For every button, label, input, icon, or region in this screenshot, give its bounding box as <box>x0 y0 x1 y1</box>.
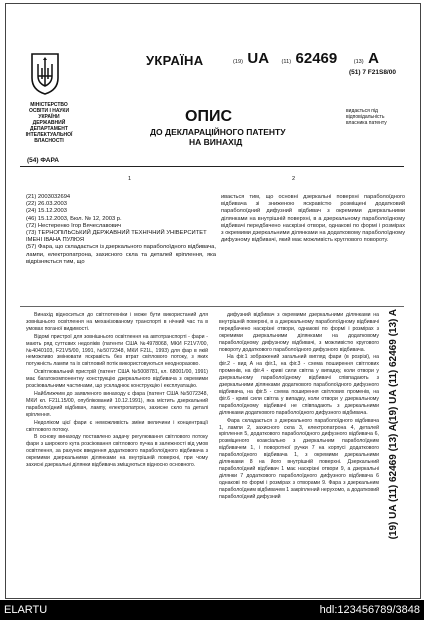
body-left-paragraph: Відомі пристрої для зовнішнього освітлення на автотранспорті - фари - мають ряд суттєвих недоліків (патенти США №4978068, МКИ F21V7/00, №4040103, F21V5/00, 1991, №5072348, МКИ F21L, 1993) для фар в якій неможливо змінювати яскравість без втрат світлового потоку, з яких потужність лампи та іх світловий потік використовуються неодноразово. <box>26 333 208 368</box>
footer-left-label: ELARTU <box>4 604 48 616</box>
body-left-paragraph: Найближчим до заявленого винаходу є фара (патент США №5072348, МКИ кл. F21L15/00, опублікований 10.12.1991), яка містить дзеркальний параболоїдний відбивач, лампу, електропатрон, захисне скло та деталі кріплення. <box>26 390 208 418</box>
kind-code: A <box>368 50 379 67</box>
code-11-label: (11) <box>281 59 292 65</box>
biblio-72: (72) Нестеренко Ігор Вячеславович <box>26 222 122 229</box>
body-right-paragraph: Фара складається з дзеркального параболоїдного відбивача 1, лампи 2, захисного скла 3, електропатрона 4, деталей кріплення 5, додаткового параболоїдного дифузного відбивача 6, розміщеного коаксіально з дзеркальним параболоїдним відбивачем 1, і поворотної ручки 7 на корпусі додаткового параболоїдного відбивача 1, з окремими дзеркальними ділянками 8 на його внутрішній поверхні. Дзеркальний параболоїдний відбивач 1 має наскрізні отвори 9, а дзеркальні ділянки 7 додаткового параболоїдного дифузного відбивача 6 однакові по формі і розмірах з отворами 9. Фара з дзеркальним параболоїдним відбивачем 1 закріплений нерухомо, а додатковий параболоїдний дифузний <box>219 417 379 500</box>
doc-subtitle-1: ДО ДЕКЛАРАЦІЙНОГО ПАТЕНТУ <box>150 127 286 137</box>
side-code-bottom: (19) UA (11) 62469 (13) A <box>388 424 399 540</box>
code-13-label: (13) <box>353 59 364 65</box>
biblio-22: (22) 26.03.2003 <box>26 201 67 208</box>
body-left-paragraph: Винахід відноситься до світлотехніки і може бути використаний для зовнішнього освітлення на механізованому транспорті в нічний час та в умовах поганої видимості. <box>26 312 208 332</box>
section-divider <box>20 306 404 307</box>
doc-subtitle-2: НА ВИНАХІД <box>189 137 243 147</box>
ipc-code: (51) 7 F21S8/00 <box>349 69 396 76</box>
body-left-paragraph: В основу винаходу поставлено задачу регулювання світлового потоку фари з широкого кута розсіювання світлового пучка в залежності від умов освітлення, за рахунок введення додаткового параболоїдного відбивача з окремими дзеркальними ділянками на внутрішній поверхні, при чому захисні дзеркальні ділянки відбивача зміщуються відносно основного. <box>26 434 208 469</box>
code-19-label: (19) <box>233 59 243 65</box>
body-right-paragraph: дифузний відбивач з окремими дзеркальними ділянками на внутрішній поверхні, в а дзеркальному параболоїдному відбивачі передбачено наскрізні отвори, однакові по формі і розмірах з окремими дзеркальними ділянками на додатковому параболоїдному дифузному відбивачі, з можливістю кругового повороту додаткового параболоїдного дифузного відбивача. <box>219 312 379 353</box>
column-number-2: 2 <box>292 176 296 182</box>
body-left-paragraph: Освітлювальний пристрій (патент США №5008781, кл. 68001/00, 1991) має багатокомпонентну конструкцію дзеркального відбивача з окремими розсіювальними частинами, що ускладнює конструкцію і експлуатацію. <box>26 369 208 390</box>
biblio-21: (21) 2003032694 <box>26 194 71 200</box>
invention-title: (54) ФАРА <box>27 157 59 164</box>
side-note: видається під відповідальність власника патенту <box>346 108 387 126</box>
country-code: UA <box>247 50 270 67</box>
bibliographic-data <box>26 194 216 266</box>
column-number-1: 1 <box>128 176 132 182</box>
ministry-name: МІНІСТЕРСТВО ОСВІТИ І НАУКИ УКРАЇНИ <box>28 102 70 120</box>
doc-title: ОПИС <box>185 108 232 125</box>
biblio-73: (73) ТЕРНОПІЛЬСЬКИЙ ДЕРЖАВНИЙ ТЕХНІЧНИЙ УНІВЕРСИТЕТ ІМЕНІ ІВАНА ПУЛЮЯ <box>26 230 207 244</box>
department-name: ДЕРЖАВНИЙ ДЕПАРТАМЕНТ ІНТЕЛЕКТУАЛЬНОЇ ВЛАСНОСТІ <box>25 120 73 144</box>
claim-continuation: ивається тим, що основні дзеркальні поверхні параболоїдного відбивача зі зниженою яскравістю розміщені додатковий параболоїдний дифузний відбивач з окремими дзеркальними ділянками на внутрішній поверхні, в а дзеркальному параболоїдному відбивачі передбачено наскрізні отвори, однакові по формі і розмірах з окремими дзеркальними ділянками на додатковому параболоїдному дифузному відбивачі, який має можливість круглового повороту. <box>221 194 405 244</box>
patent-number: 62469 <box>295 50 338 67</box>
body-right-column <box>219 312 379 501</box>
body-right-paragraph: На фіг.1 зображений загальний вигляд фари (в розрізі), на фіг.2 - вид А на фіг.1, на фіг.3 - схема поширення світлових променів, на фіг.4 - криві сили світла у випадку, коли отвори у дзеркальному параболоїдному відбивачі співпадають з дзеркальними ділянками додаткового параболоїдного дифузного відбивача, на фіг.5 - схема поширення світлових променів, на фіг.6 - криві сили світла у випадку, коли отвори у дзеркальному параболоїдному відбивачі не співпадають з дзеркальними ділянками додаткового параболоїдного дифузного відбивача. <box>219 354 379 416</box>
patent-page <box>5 3 421 599</box>
title-rule <box>20 166 404 167</box>
body-left-paragraph: Недоліком цієї фари є неможливість зміни величини і концентрації світлового потоку. <box>26 419 208 433</box>
footer-handle-label: hdl:123456789/3848 <box>319 604 420 616</box>
biblio-46: (46) 15.12.2003, Бюл. № 12, 2003 р. <box>26 215 122 222</box>
biblio-57-claim: (57) Фара, що складається із дзеркального параболоїдного відбивача, лампи, електропатрона, захисного скла та деталей кріплення, яка відрізняється тим, що <box>26 244 216 265</box>
patent-codes <box>233 50 379 68</box>
body-left-column <box>26 312 208 470</box>
biblio-24: (24) 15.12.2003 <box>26 208 67 215</box>
country-name: УКРАЇНА <box>146 53 204 68</box>
footer-bar <box>0 600 424 620</box>
side-code-top: (19) UA (11) 62469 (13) A <box>388 309 399 425</box>
coat-of-arms-emblem <box>30 52 60 96</box>
